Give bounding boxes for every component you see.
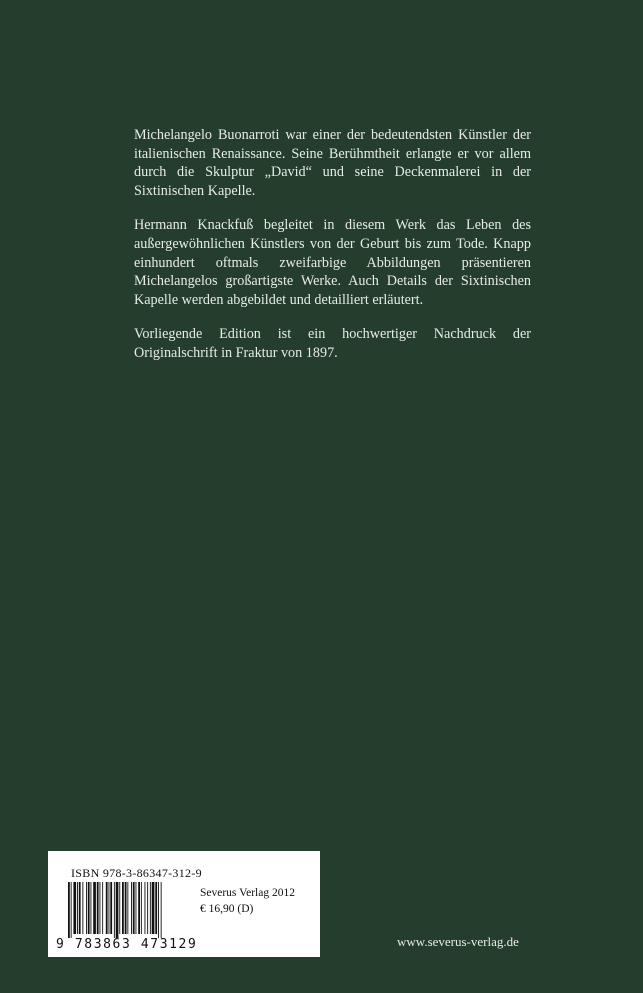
barcode-bar: [119, 882, 120, 934]
barcode-bar: [150, 882, 151, 934]
barcode-bar: [106, 882, 108, 934]
barcode-bar: [133, 882, 135, 934]
blurb-paragraph-1: Michelangelo Buonarroti war einer der bedeutendsten Künstler der italienischen Renaissance. Seine Berühmtheit erlangte er vor allem durch die Skulptur „David“ und seine Deckenmalerei in der Sixtinischen Kapelle.: [134, 127, 531, 199]
isbn-text: ISBN 978-3-86347-312-9: [71, 866, 202, 880]
barcode-bar: [122, 882, 124, 934]
barcode-bar: [100, 882, 101, 934]
blurb-paragraph-3: Vorliegende Edition ist ein hochwertiger Nachdruck der Originalschrift in Fraktur von 1897.: [134, 326, 531, 361]
barcode-bar: [91, 882, 92, 934]
barcode-bar: [71, 882, 72, 938]
barcode-bar: [141, 882, 142, 934]
barcode-bar: [68, 882, 70, 938]
barcode-bar: [152, 882, 155, 934]
barcode-bar: [125, 882, 127, 934]
barcode-bar: [77, 882, 78, 934]
barcode-bar: [131, 882, 132, 934]
publisher-website: www.severus-verlag.de: [397, 934, 519, 949]
barcode-bar: [136, 882, 137, 934]
barcode-bar: [79, 882, 81, 934]
blurb-paragraph-2: Hermann Knackfuß begleitet in diesem Werk das Leben des außergewöhnlichen Künstlers von der Geburt bis zum Tode. Knapp einhundert oftmals zweifarbige Abbildungen präsentieren Michelangelos großartigste Werke. Auch Details der Sixtinischen Kapelle werden abgebildet und detailliert erläutert.: [134, 217, 531, 308]
barcode-bar: [102, 882, 103, 934]
barcode-bar: [138, 882, 140, 934]
back-cover-blurb: [134, 126, 531, 379]
barcode-bar: [155, 882, 157, 934]
barcode-digits: 9 783863 473129: [56, 937, 198, 952]
barcode-bar: [147, 882, 148, 934]
barcode-bar: [158, 882, 159, 938]
publisher-line: Severus Verlag 2012: [200, 887, 295, 899]
price-line: € 16,90 (D): [200, 903, 254, 915]
barcode-bar: [145, 882, 146, 934]
barcode-bar: [93, 882, 96, 934]
publisher-info: [200, 885, 295, 917]
barcode-bar: [114, 882, 115, 938]
barcode-icon: [66, 882, 196, 938]
barcode-bar: [86, 882, 87, 934]
barcode-bar: [88, 882, 90, 934]
barcode-bar: [73, 882, 76, 934]
barcode-bar: [109, 882, 110, 934]
barcode-bar: [127, 882, 128, 934]
barcode-bar: [82, 882, 83, 934]
barcode-bar: [116, 882, 119, 938]
barcode-bar: [97, 882, 99, 934]
barcode-bar: [161, 882, 162, 938]
barcode-bar: [110, 882, 112, 934]
barcode-box: [48, 851, 320, 957]
